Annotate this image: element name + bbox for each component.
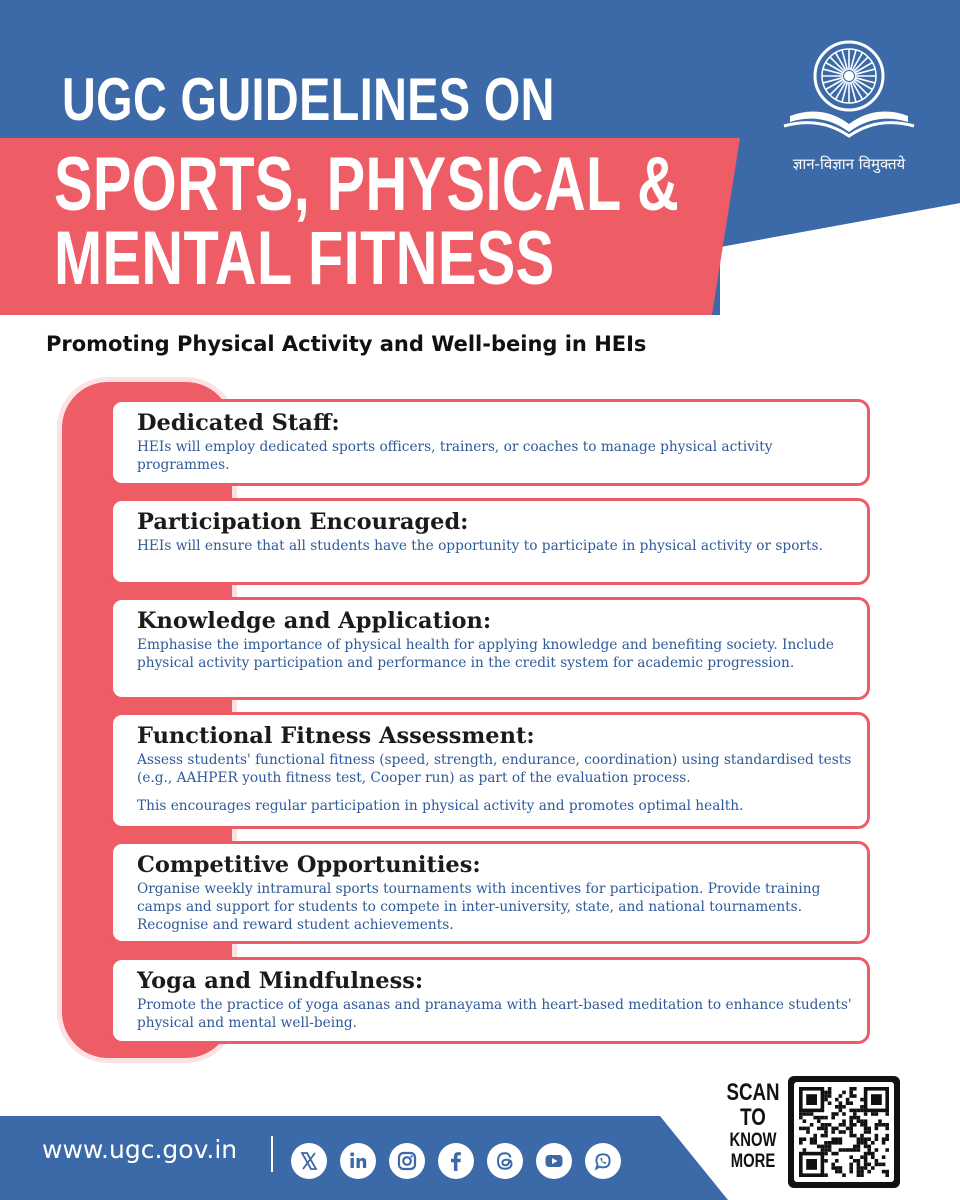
card-title: Competitive Opportunities: bbox=[137, 852, 481, 878]
card-dedicated-staff bbox=[110, 399, 870, 486]
scan-line-2: TO bbox=[740, 1104, 766, 1131]
threads-icon[interactable] bbox=[487, 1143, 523, 1179]
card-body: HEIs will ensure that all students have the opportunity to participate in physical activity or sports. bbox=[137, 538, 823, 554]
scan-line-3: KNOW bbox=[729, 1130, 777, 1151]
linkedin-icon[interactable] bbox=[340, 1143, 376, 1179]
scan-line-1: SCAN bbox=[726, 1079, 780, 1106]
ugc-chakra-book-icon bbox=[782, 38, 916, 138]
card-note: This encourages regular participation in physical activity and promotes optimal health. bbox=[137, 798, 744, 814]
card-competitive-opportunities bbox=[110, 841, 870, 944]
card-yoga-and-mindfulness bbox=[110, 957, 870, 1044]
card-title: Functional Fitness Assessment: bbox=[137, 723, 535, 749]
scan-line-4: MORE bbox=[730, 1151, 776, 1172]
website-link[interactable]: www.ugc.gov.in bbox=[42, 1135, 238, 1164]
facebook-icon[interactable] bbox=[438, 1143, 474, 1179]
card-body: Assess students' functional fitness (speed, strength, endurance, coordination) using standardised tests (e.g., AAHPER youth fitness test, Cooper run) as part of the evaluation process. bbox=[137, 752, 852, 786]
qr-code-icon[interactable] bbox=[788, 1076, 900, 1188]
card-body: HEIs will employ dedicated sports officers, trainers, or coaches to manage physical activity programmes. bbox=[137, 439, 773, 473]
subtitle: Promoting Physical Activity and Well-being in HEIs bbox=[46, 332, 647, 356]
card-title: Yoga and Mindfulness: bbox=[137, 968, 424, 994]
card-body: Emphasise the importance of physical health for applying knowledge and benefiting society. Include physical activity participation and performance in the credit system for academic progression. bbox=[137, 637, 834, 671]
headline-line-3: MENTAL FITNESS bbox=[54, 216, 555, 301]
card-body: Promote the practice of yoga asanas and pranayama with heart-based meditation to enhance students' physical and mental well-being. bbox=[137, 997, 852, 1031]
card-title: Dedicated Staff: bbox=[137, 410, 340, 436]
card-knowledge-and-application bbox=[110, 597, 870, 700]
youtube-icon[interactable] bbox=[536, 1143, 572, 1179]
headline-line-2: SPORTS, PHYSICAL & bbox=[54, 142, 680, 227]
ugc-motto: ज्ञान-विज्ञान विमुक्तये bbox=[792, 155, 906, 173]
card-title: Participation Encouraged: bbox=[137, 509, 469, 535]
footer-divider bbox=[271, 1136, 273, 1172]
whatsapp-icon[interactable] bbox=[585, 1143, 621, 1179]
card-body: Organise weekly intramural sports tournaments with incentives for participation. Provide training camps and support for students to compete in inter-university, state, and national tournaments. Recognise and reward student achievements. bbox=[137, 881, 821, 933]
card-title: Knowledge and Application: bbox=[137, 608, 492, 634]
card-functional-fitness-assessment bbox=[110, 712, 870, 829]
card-participation-encouraged bbox=[110, 498, 870, 585]
scan-to-know-more bbox=[718, 1080, 788, 1172]
x-icon[interactable] bbox=[291, 1143, 327, 1179]
headline-line-1: UGC GUIDELINES ON bbox=[62, 66, 555, 133]
instagram-icon[interactable] bbox=[389, 1143, 425, 1179]
